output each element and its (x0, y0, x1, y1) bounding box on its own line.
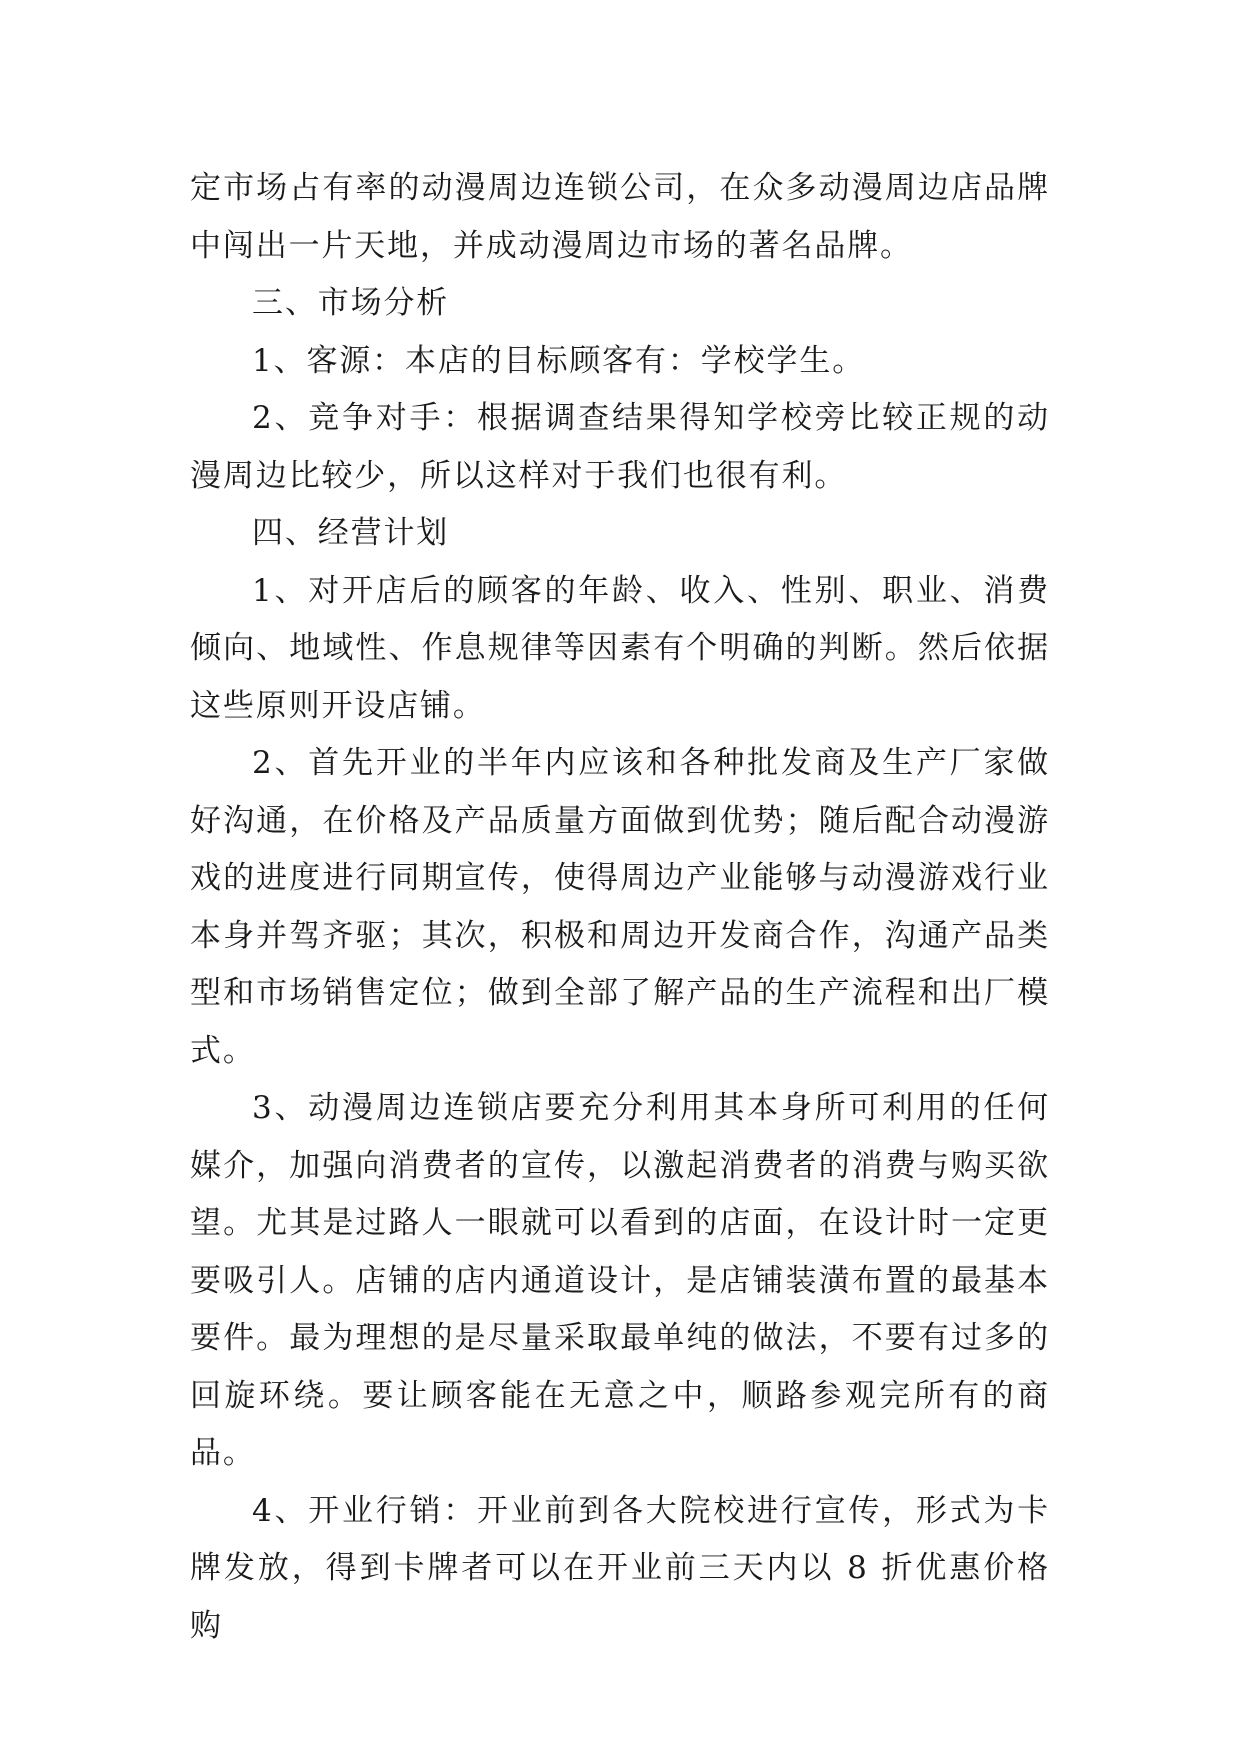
paragraph-continuation: 定市场占有率的动漫周边连锁公司，在众多动漫周边店品牌中闯出一片天地，并成动漫周边市场的著名品牌。 (190, 170, 1050, 264)
heading-market-analysis: 三、市场分析 (252, 285, 450, 321)
document-body (190, 160, 1050, 1655)
paragraph-plan-2: 2、首先开业的半年内应该和各种批发商及生产厂家做好沟通，在价格及产品质量方面做到优势；随后配合动漫游戏的进度进行同期宣传，使得周边产业能够与动漫游戏行业本身并驾齐驱；其次，积极和周边开发商合作，沟通产品类型和市场销售定位；做到全部了解产品的生产流程和出厂模式。 (190, 745, 1050, 1069)
paragraph-plan-3: 3、动漫周边连锁店要充分利用其本身所可利用的任何媒介，加强向消费者的宣传，以激起消费者的消费与购买欲望。尤其是过路人一眼就可以看到的店面，在设计时一定更要吸引人。店铺的店内通道设计，是店铺装潢布置的最基本要件。最为理想的是尽量采取最单纯的做法，不要有过多的回旋环绕。要让顾客能在无意之中，顺路参观完所有的商品。 (190, 1090, 1050, 1471)
paragraph-customer-source: 1、客源：本店的目标顾客有：学校学生。 (252, 342, 866, 379)
heading-business-plan: 四、经营计划 (252, 515, 450, 551)
paragraph-plan-4: 4、开业行销：开业前到各大院校进行宣传，形式为卡牌发放，得到卡牌者可以在开业前三天内以 8 折优惠价格购 (190, 1492, 1050, 1644)
paragraph-plan-1: 1、对开店后的顾客的年龄、收入、性别、职业、消费倾向、地域性、作息规律等因素有个明确的判断。然后依据这些原则开设店铺。 (190, 572, 1050, 724)
paragraph-competitors: 2、竞争对手：根据调查结果得知学校旁比较正规的动漫周边比较少，所以这样对于我们也很有利。 (190, 400, 1050, 494)
